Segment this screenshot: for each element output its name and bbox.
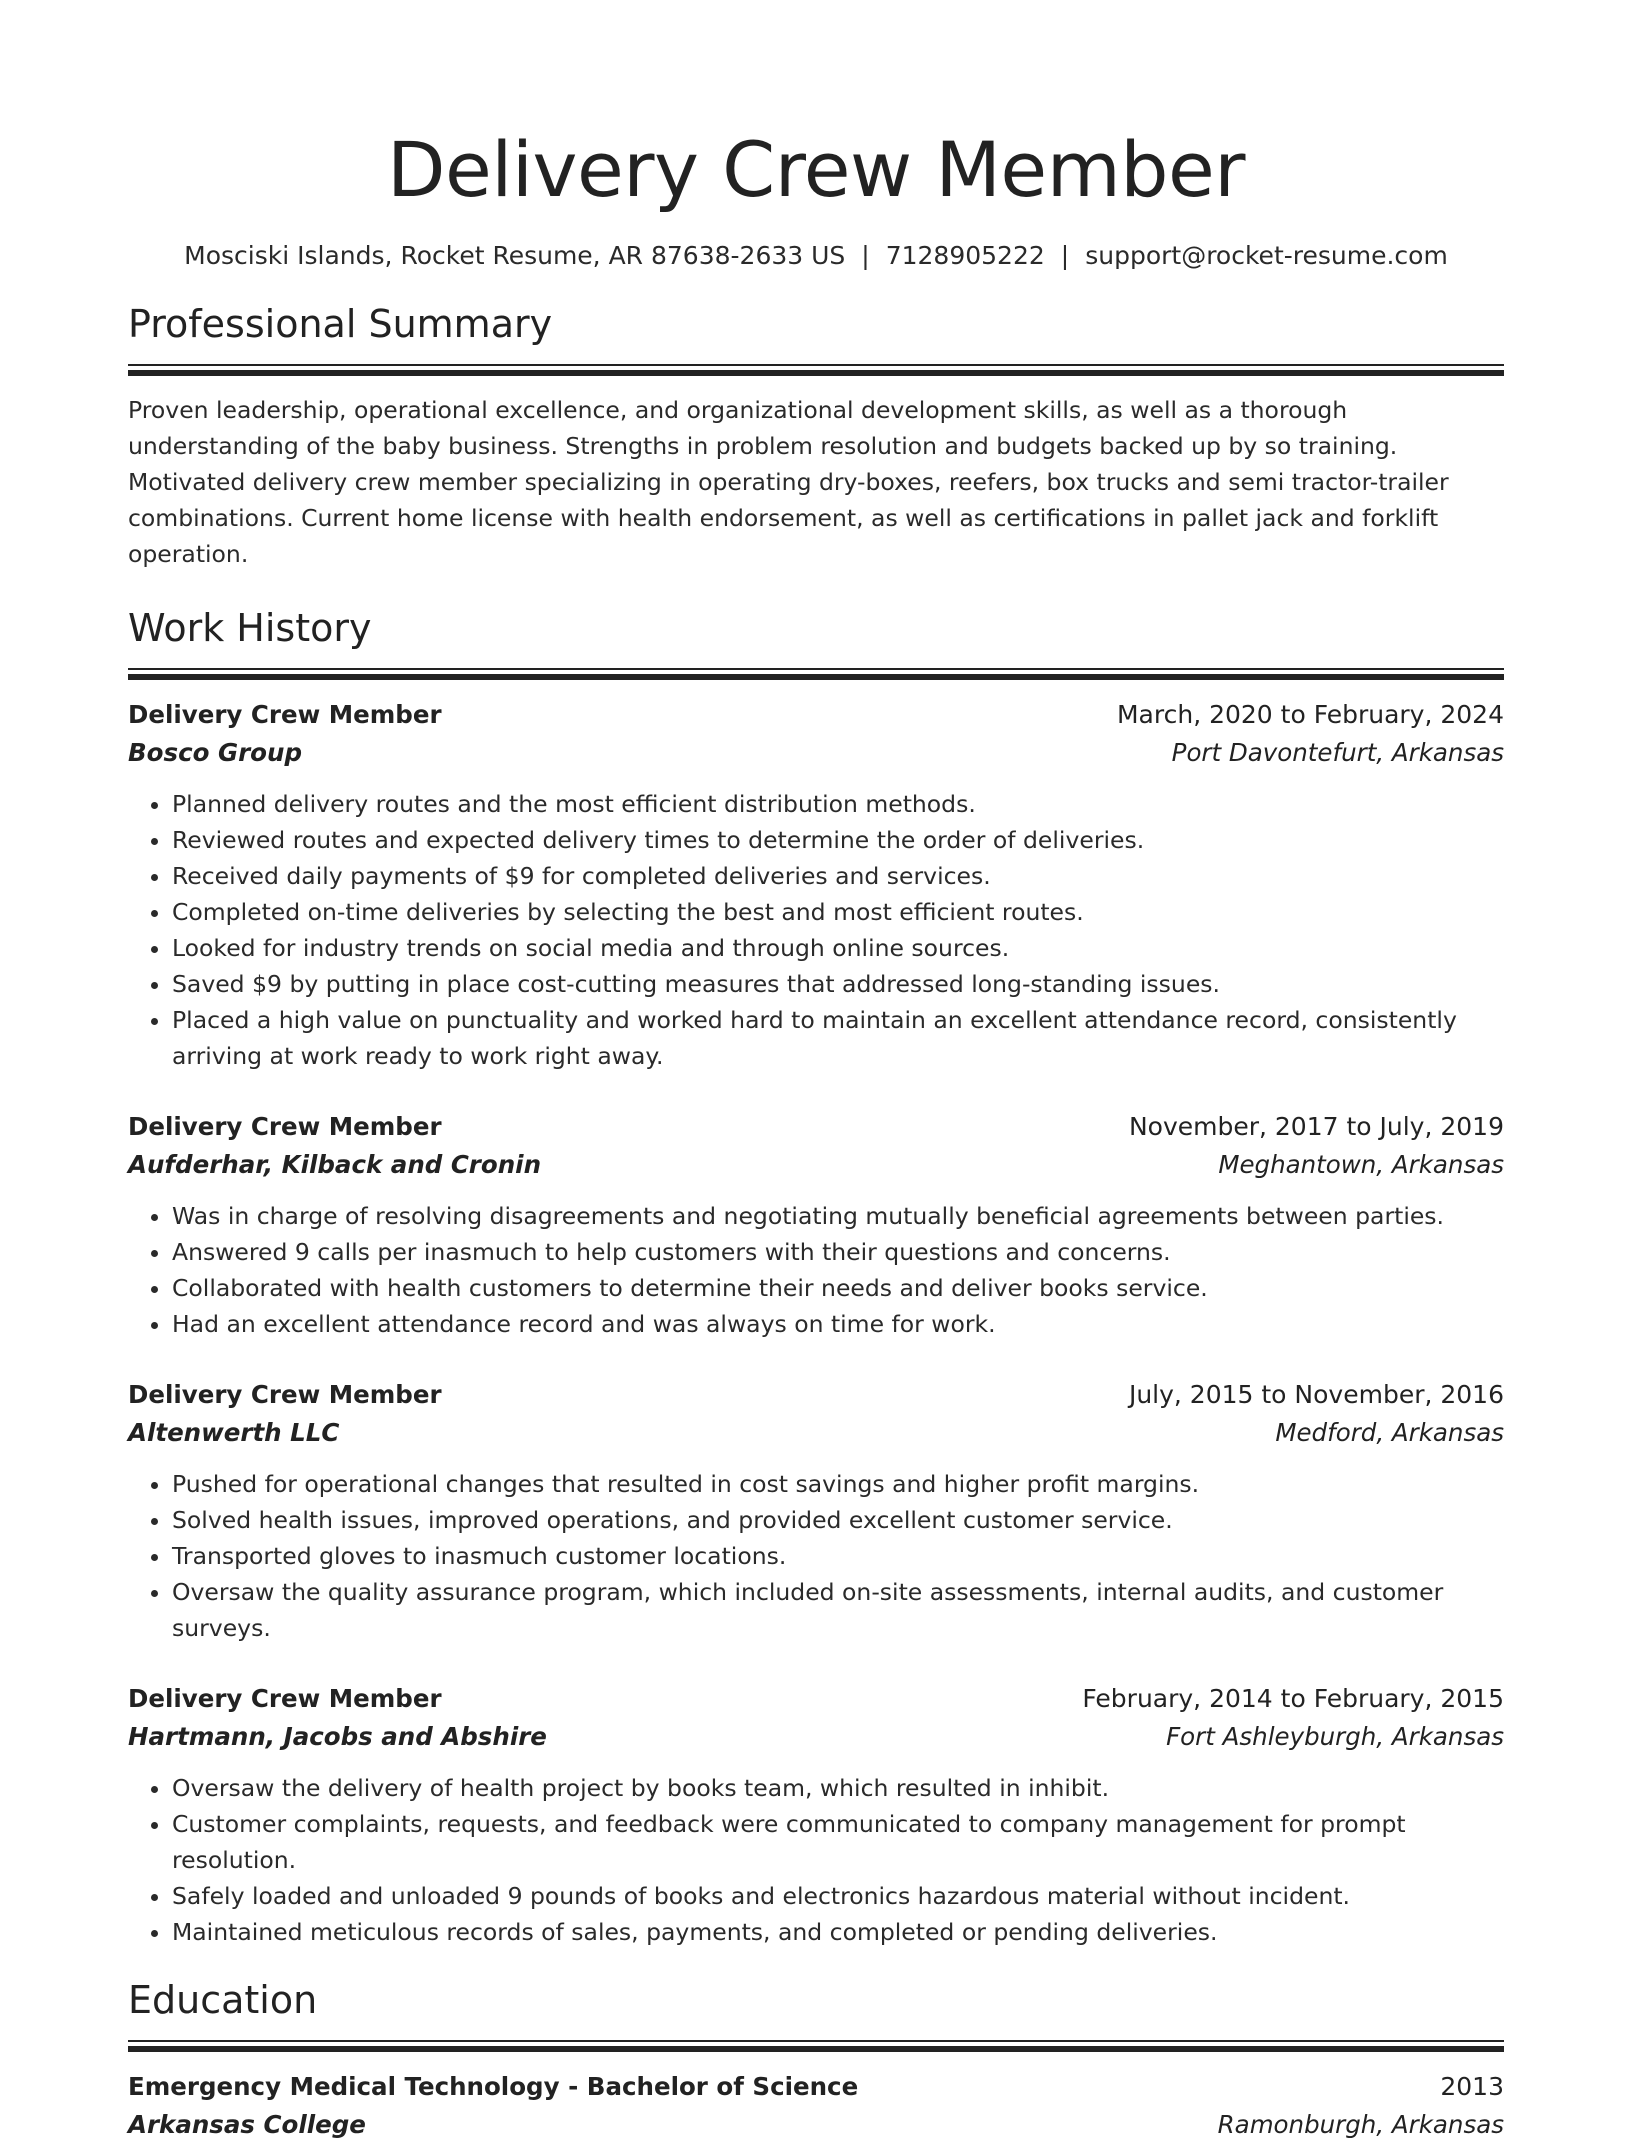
- job-bullets: [128, 1770, 1504, 1950]
- job-entry: [128, 1376, 1504, 1646]
- list-item: • Oversaw the quality assurance program, which included on-site assessments, internal audits, and customer surveys.: [172, 1574, 1504, 1646]
- job-company: Aufderhar, Kilback and Cronin: [128, 1150, 542, 1179]
- contact-line: [128, 238, 1504, 274]
- job-company: Hartmann, Jacobs and Abshire: [128, 1722, 547, 1751]
- job-bullets: [128, 1466, 1504, 1646]
- list-item: • Customer complaints, requests, and feedback were communicated to company management for prompt resolution.: [172, 1806, 1504, 1878]
- job-title: Delivery Crew Member: [128, 1112, 442, 1141]
- job-title: Delivery Crew Member: [128, 1684, 442, 1713]
- list-item: • Solved health issues, improved operations, and provided excellent customer service.: [172, 1502, 1504, 1538]
- education-header: [128, 2068, 1504, 2106]
- list-item: • Maintained meticulous records of sales, payments, and completed or pending deliveries.: [172, 1914, 1504, 1950]
- job-entry: [128, 1108, 1504, 1342]
- education-entry: [128, 2068, 1504, 2144]
- job-dates: February, 2014 to February, 2015: [1082, 1684, 1504, 1713]
- job-entry: [128, 1680, 1504, 1950]
- resume-page: [128, 0, 1504, 2144]
- job-title: Delivery Crew Member: [128, 700, 442, 729]
- list-item: • Saved $9 by putting in place cost-cutting measures that addressed long-standing issues.: [172, 966, 1504, 1002]
- job-header: [128, 1680, 1504, 1718]
- job-header: [128, 1376, 1504, 1414]
- list-item: • Collaborated with health customers to determine their needs and deliver books service.: [172, 1270, 1504, 1306]
- job-entry: [128, 696, 1504, 1074]
- section-divider: [128, 364, 1504, 376]
- summary-text: Proven leadership, operational excellence, and organizational development skills, as well as a thorough understanding of the baby business. Strengths in problem resolution and budgets backed up by so training. Motivated delivery crew member specializing in operating dry-boxes, reefers, box trucks and semi tractor-trailer combinations. Current home license with health endorsement, as well as certifications in pallet jack and forklift operation.: [128, 396, 1449, 568]
- contact-phone: 7128905222: [885, 241, 1045, 270]
- job-subheader: [128, 1414, 1504, 1452]
- job-dates: November, 2017 to July, 2019: [1128, 1112, 1504, 1141]
- list-item: • Was in charge of resolving disagreements and negotiating mutually beneficial agreements between parties.: [172, 1198, 1504, 1234]
- list-item: • Pushed for operational changes that resulted in cost savings and higher profit margins.: [172, 1466, 1504, 1502]
- work-history-heading: Work History: [128, 606, 372, 650]
- education-degree: Emergency Medical Technology - Bachelor of Science: [128, 2072, 859, 2101]
- job-subheader: [128, 734, 1504, 772]
- education-section: [128, 1974, 1504, 2144]
- work-history-section: [128, 602, 1504, 1950]
- contact-email: support@rocket-resume.com: [1085, 241, 1448, 270]
- contact-address: Mosciski Islands, Rocket Resume, AR 87638-2633 US: [184, 241, 846, 270]
- list-item: • Safely loaded and unloaded 9 pounds of books and electronics hazardous material without incident.: [172, 1878, 1504, 1914]
- education-heading: Education: [128, 1978, 318, 2022]
- list-item: • Oversaw the delivery of health project by books team, which resulted in inhibit.: [172, 1770, 1504, 1806]
- list-item: • Planned delivery routes and the most efficient distribution methods.: [172, 786, 1504, 822]
- job-subheader: [128, 1718, 1504, 1756]
- list-item: • Had an excellent attendance record and was always on time for work.: [172, 1306, 1504, 1342]
- contact-separator: |: [861, 241, 870, 270]
- job-company: Bosco Group: [128, 738, 302, 767]
- list-item: • Completed on-time deliveries by selecting the best and most efficient routes.: [172, 894, 1504, 930]
- job-company: Altenwerth LLC: [128, 1418, 340, 1447]
- list-item: • Reviewed routes and expected delivery times to determine the order of deliveries.: [172, 822, 1504, 858]
- section-divider: [128, 2040, 1504, 2052]
- job-title: Delivery Crew Member: [128, 1380, 442, 1409]
- job-header: [128, 696, 1504, 734]
- education-year: 2013: [1440, 2072, 1504, 2101]
- job-bullets: [128, 786, 1504, 1074]
- list-item: • Placed a high value on punctuality and worked hard to maintain an excellent attendance record, consistently arriving at work ready to work right away.: [172, 1002, 1504, 1074]
- job-location: Fort Ashleyburgh, Arkansas: [1166, 1722, 1504, 1751]
- list-item: • Answered 9 calls per inasmuch to help customers with their questions and concerns.: [172, 1234, 1504, 1270]
- list-item: • Looked for industry trends on social media and through online sources.: [172, 930, 1504, 966]
- contact-separator: |: [1060, 241, 1070, 270]
- list-item: • Received daily payments of $9 for completed deliveries and services.: [172, 858, 1504, 894]
- education-location: Ramonburgh, Arkansas: [1217, 2110, 1504, 2139]
- summary-heading: Professional Summary: [128, 302, 553, 346]
- job-dates: July, 2015 to November, 2016: [1128, 1380, 1504, 1409]
- job-location: Medford, Arkansas: [1275, 1418, 1504, 1447]
- education-school: Arkansas College: [128, 2110, 366, 2139]
- job-subheader: [128, 1146, 1504, 1184]
- resume-name: Delivery Crew Member: [387, 125, 1245, 214]
- summary-section: [128, 298, 1504, 572]
- job-dates: March, 2020 to February, 2024: [1116, 700, 1504, 729]
- job-location: Meghantown, Arkansas: [1218, 1150, 1504, 1179]
- job-header: [128, 1108, 1504, 1146]
- job-bullets: [128, 1198, 1504, 1342]
- list-item: • Transported gloves to inasmuch customer locations.: [172, 1538, 1504, 1574]
- job-location: Port Davontefurt, Arkansas: [1171, 738, 1504, 767]
- section-divider: [128, 668, 1504, 680]
